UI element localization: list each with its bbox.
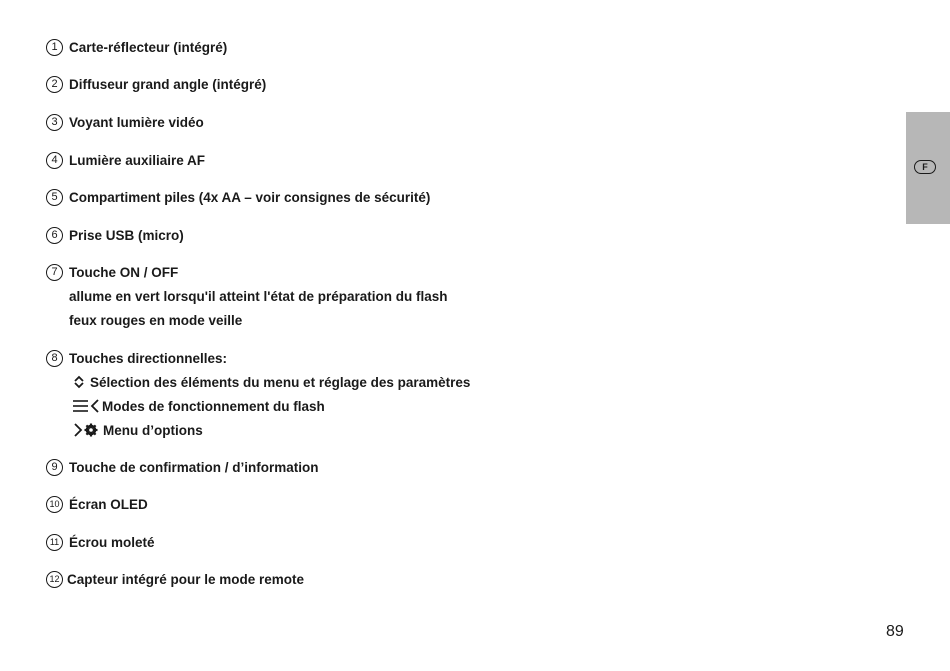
list-item [46, 187, 430, 207]
menu-left-chevron-icon [73, 399, 100, 413]
item-number: 10 [46, 496, 63, 513]
item-number: 12 [46, 571, 63, 588]
item-number: 1 [46, 39, 63, 56]
item-label: Capteur intégré pour le mode remote [67, 571, 305, 587]
page-number: 89 [886, 623, 904, 640]
item-label: Touche de confirmation / d’information [69, 459, 319, 475]
list-item [46, 74, 266, 94]
item-number: 11 [46, 534, 63, 551]
item-number: 5 [46, 189, 63, 206]
list-item [46, 569, 304, 589]
item-number: 3 [46, 114, 63, 131]
item-label: Prise USB (micro) [69, 227, 184, 243]
language-badge: F [914, 160, 936, 174]
sub-item-label: Modes de fonctionnement du flash [102, 398, 325, 414]
list-item [46, 112, 204, 132]
sub-item [73, 372, 470, 392]
list-item [46, 532, 155, 552]
list-item [46, 348, 227, 368]
language-tab [906, 112, 950, 224]
item-number: 4 [46, 152, 63, 169]
item-number: 6 [46, 227, 63, 244]
item-label: Compartiment piles (4x AA – voir consignes de sécurité) [69, 189, 431, 205]
item-number: 9 [46, 459, 63, 476]
up-down-chevron-icon [73, 375, 85, 389]
right-chevron-gear-icon [73, 423, 99, 437]
list-item [46, 150, 205, 170]
list-item [46, 225, 184, 245]
list-item [46, 457, 319, 477]
item-description-line: feux rouges en mode veille [69, 312, 243, 328]
list-item [46, 262, 178, 282]
item-description-line: allume en vert lorsqu'il atteint l'état de préparation du flash [69, 288, 448, 304]
item-label: Diffuseur grand angle (intégré) [69, 76, 267, 92]
item-number: 2 [46, 76, 63, 93]
item-label: Voyant lumière vidéo [69, 114, 204, 130]
item-label: Touches directionnelles: [69, 350, 228, 366]
item-number: 8 [46, 350, 63, 367]
item-label: Touche ON / OFF [69, 264, 179, 280]
sub-item-label: Menu d’options [103, 422, 203, 438]
sub-item [73, 396, 325, 416]
item-label: Lumière auxiliaire AF [69, 152, 206, 168]
list-item [46, 37, 227, 57]
sub-item [73, 420, 203, 440]
list-item [46, 494, 148, 514]
sub-item-label: Sélection des éléments du menu et réglage des paramètres [90, 374, 471, 390]
item-label: Écran OLED [69, 496, 148, 512]
item-label: Carte-réflecteur (intégré) [69, 39, 228, 55]
item-number: 7 [46, 264, 63, 281]
item-label: Écrou moleté [69, 534, 155, 550]
